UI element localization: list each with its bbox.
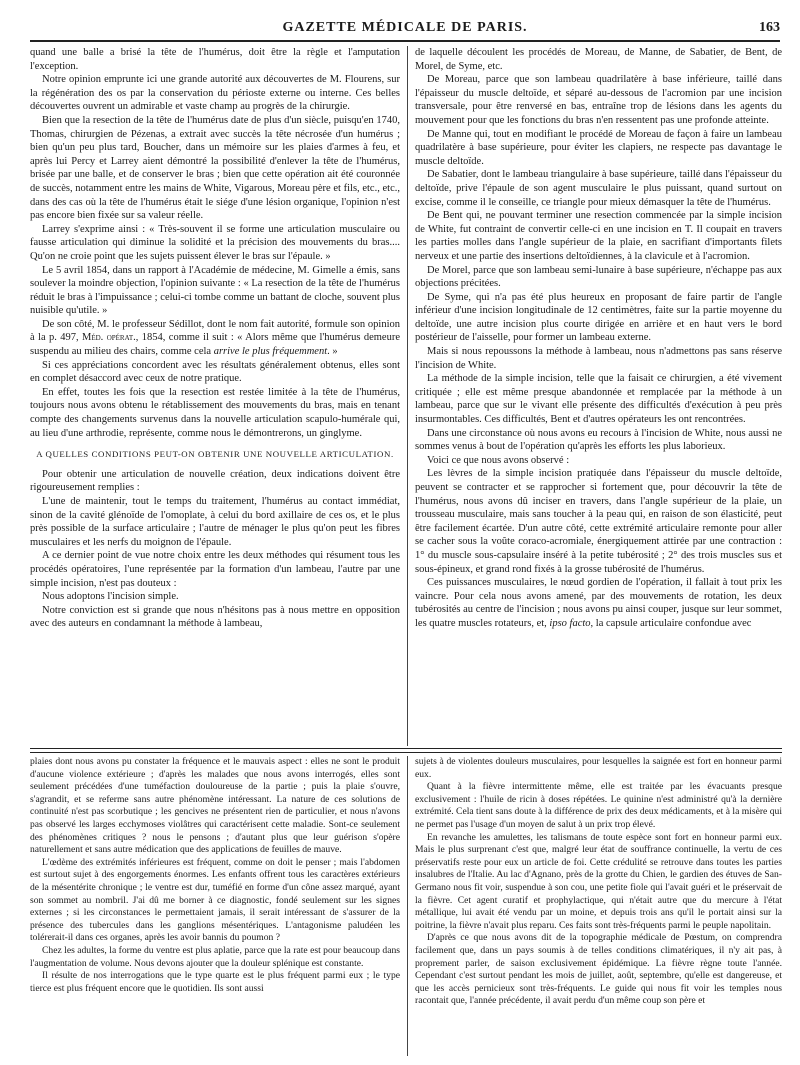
paragraph: Voici ce que nous avons observé : (427, 454, 570, 466)
paragraph (30, 318, 400, 359)
page-header (30, 18, 780, 42)
paragraph: Les lèvres de la simple incision pratiquée dans l'épaisseur du muscle deltoïde, peuvent se contracter et se rapprocher si fortement que, pour découvrir la tête de l'humérus, nous avons dû inciser en travers, dans l'angle supérieur de la plaie, un trousseau musculaire, mais sans toucher à la peau qui, en raison de son élasticité, peut être facilement écartée. D'un autre côté, cette extrémité articulaire remonte pour aller se cacher sous la voûte coraco-acromiale, énergiquement attirée par une contraction : 1° du muscle sous-capsulaire inséré à la petite tubérosité ; 2° des trois muscles sus et sous-épineux, et grand rond fixés à la grosse tubérosité de l'humérus. (415, 468, 782, 575)
text-run: Ces puissances musculaires, le nœud gordien de l'opération, il fallait à tout prix les vaincre. Pour cela nous avons amené, par des mouvements de rotation, les deux tubérosités au centre de l'incision ; nous avons pu ainsi couper, jusque sur leur sommet, les quatre muscles rotateurs, et, (415, 577, 782, 629)
paragraph: Nous adoptons l'incision simple. (42, 591, 179, 603)
text-run: , la capsule articulaire confondue avec (590, 617, 752, 629)
section-title: A QUELLES CONDITIONS PEUT-ON OBTENIR UNE NOUVELLE ARTICULATION. (36, 449, 394, 460)
paragraph: Il résulte de nos interrogations que le type quarte est le plus fréquent parmi eux ; le type tierce est plus fréquent encore que le quotidien. Ils sont aussi (30, 970, 400, 994)
paragraph: Dans une circonstance où nous avons eu recours à l'incision de White, nous aussi ne sommes venus à bout de l'opération qu'après les efforts les plus laborieux. (415, 427, 782, 453)
paragraph: De Bent qui, ne pouvant terminer une resection commencée par la simple incision de White, fut contraint de convertir celle-ci en une incision en T. Il coupait en travers les parties molles dans l'angle supérieur de la plaie, en sacrifiant d'importants filets nerveux et une partie des insertions deltoïdiennes, à la clavicule et à l'acromion. (415, 210, 782, 262)
paragraph: En revanche les amulettes, les talismans de toute espèce sont fort en honneur parmi eux. Mais le plus surprenant c'est que, malgré leur état de souffrance continuelle, la vertu de ces préservatifs reste pour eux un article de foi. Cette crédulité se retrouve dans toutes les parties insalubres de l'Italie. Au lac d'Agnano, près de la grotte du Chien, le gardien des étuves de San-Germano nous fit voir, suspendue à son cou, une petite fiole qui l'avait guéri et le préservait de la fièvre. Cet agent curatif et prophylactique, qui n'était autre que du mercure à l'état métallique, lui avait été vendu par un moine, et depuis trois ans qu'il le portait ainsi sur la poitrine, la fièvre n'avait plus reparu. Ces faits sont très-fréquents parmi le peuple napolitain. (415, 831, 782, 931)
paragraph: D'après ce que nous avons dit de la topographie médicale de Pœstum, on comprendra facilement que, dans un pays soumis à de telles conditions climatériques, il n'y ait pas, à proprement parler, de saison exclusivement épidémique. La fièvre règne toute l'année. Cependant c'est surtout pendant les mois de juillet, août, septembre, qu'elle est dangereuse, et que les accès pernicieux sont très-fréquents. Le guide qui nous fit voir les temples nous racontait que, l'année précédente, il avait perdu d'un même coup son père et (415, 932, 782, 1007)
paragraph: De Manne qui, tout en modifiant le procédé de Moreau de façon à faire un lambeau quadrilatère à base supérieure, pour éviter les clapiers, ne respecte pas davantage le muscle deltoïde. (415, 128, 782, 167)
paragraph: Mais si nous repoussons la méthode à lambeau, nous n'admettons pas sans réserve l'incision de White. (415, 346, 782, 371)
paragraph: Si ces appréciations concordent avec les résultats généralement obtenus, elles sont en complet désaccord avec ceux de notre pratique. (30, 359, 400, 385)
column-top-left (30, 46, 400, 746)
paragraph: Chez les adultes, la forme du ventre est plus aplatie, parce que la rate est pour beaucoup dans l'augmentation de volume. Nous devons ajouter que la douleur splénique est constante. (30, 944, 400, 969)
section-separator (30, 748, 782, 753)
paragraph: A ce dernier point de vue notre choix entre les deux méthodes qui résument tous les procédés opératoires, l'une représentée par la formation d'un lambeau, l'autre par une simple incision, n'est pas douteux : (30, 550, 400, 589)
paragraph: La méthode de la simple incision, telle que la faisait ce chirurgien, a été vivement critiquée ; elle est même presque abandonnée et remplacée par la méthode à un lambeau, parce que sur le vivant elle présente des difficultés d'exécution à peu près insurmontables. Ces difficultés, Bent et d'autres opérateurs les ont rencontrées. (415, 373, 782, 426)
page-number: 163 (759, 20, 780, 35)
paragraph: sujets à de violentes douleurs musculaires, pour lesquelles la saignée est fort en honneur parmi eux. (415, 756, 782, 780)
paragraph (415, 576, 782, 630)
column-divider (407, 46, 408, 746)
paragraph: L'une de maintenir, tout le temps du traitement, l'humérus au contact immédiat, sinon de la cavité glénoïde de l'omoplate, à celui du bord axillaire de ces os, et le plus près possible de la surface articulaire ; l'autre de ménager le plus qu'on peut les fibres musculaires et les nerfs du moignon de l'épaule. (30, 496, 400, 548)
paragraph: L'œdème des extrémités inférieures est fréquent, comme on doit le penser ; mais l'abdomen est surtout sujet à des engorgements énormes. Les enfants offrent tous les caractères extérieurs de la mésentérite chronique ; le ventre est dur, tuméfié en forme d'un cône assez marqué, ayant son sommet au nombril. J'ai dû me borner à ce diagnostic, fondé seulement sur les signes externes ; si les circonstances le permettaient jamais, il serait intéressant de s'assurer de la présence des tubercules dans les ganglions mésentériques. L'antagonisme paludéen les tolérerait-il dans ces organes, après les avoir bannis du poumon ? (30, 856, 400, 944)
paragraph: de laquelle découlent les procédés de Moreau, de Manne, de Sabatier, de Bent, de Morel, de Syme, etc. (415, 47, 782, 72)
book-reference: Méd. opérat. (82, 332, 136, 344)
paragraph: Le 5 avril 1854, dans un rapport à l'Académie de médecine, M. Gimelle a émis, sans soulever la moindre objection, l'opinion suivante : « La resection de la tête de l'humérus réduit le bras à l'impuissance ; celui-ci tombe comme un battant de cloche, souvent plus nuisible qu'utile. » (30, 264, 400, 317)
paragraph: De Sabatier, dont le lambeau triangulaire à base supérieure, taillé dans l'épaisseur du deltoïde, prive l'épaule de son agent musculaire le plus puissant, quand surtout on excise, comme il le conseille, ce triangle pour mieux démasquer la tête de l'humérus. (415, 169, 782, 208)
paragraph: Larrey s'exprime ainsi : « Très-souvent il se forme une articulation musculaire ou fausse articulation qui diminue la solidité et la précision des mouvements du bras.... Qu'on ne croie point que les sujets puissent élever le bras sur l'épaule. » (30, 223, 400, 262)
paragraph: En effet, toutes les fois que la resection est restée limitée à la tête de l'humérus, toujours nous avons obtenu le rétablissement des mouvements du bras, mais en tenant compte des changements survenus dans la nouvelle articulation scapulo-humérale qui, au lieu d'une arthrodie, représente, comme nous le démontrerons, un ginglyme. (30, 386, 400, 439)
column-top-right (415, 46, 782, 746)
paragraph: plaies dont nous avons pu constater la fréquence et le mauvais aspect : elles ne sont le produit d'aucune violence extérieure ; d'après les malades que nous avons interrogés, elles sont seulement précédées d'une tuméfaction douloureuse de la partie ; puis la plaie s'ouvre, s'agrandit, et se referme sans autre phénomène intéressant. La nature de ces solutions de continuité n'est pas scorbutique ; les gencives ne présentent rien de particulier, et nous n'avons pas observé les larges ecchymoses violâtres qui caractérisent cette maladie. Sont-ce seulement des phénomènes critiques ? nous le pensons ; d'autant plus que leur guérison s'opère naturellement et sans autre médication que des applications de feuilles de mauve. (30, 756, 400, 856)
paragraph: De Syme, qui n'a pas été plus heureux en proposant de faire partir de l'angle inférieur d'une incision longitudinale de 12 centimètres, faite sur la partie moyenne du deltoïde, une autre incision plus courte dirigée en arrière et en haut vers le bord postérieur de l'aisselle, pour former un lambeau externe. (415, 291, 782, 344)
text-run: , 1854, comme il suit : « Alors même que l'humérus demeure suspendu au milieu des chairs, comme cela (30, 332, 400, 358)
text-run: De son côté, M. le professeur Sédillot, dont le nom fait autorité, formule son opinion à la p. 497, (30, 318, 400, 344)
column-bottom-left (30, 756, 400, 1056)
column-divider (407, 756, 408, 1056)
paragraph: Bien que la resection de la tête de l'humérus date de plus d'un siècle, puisqu'en 1740, Thomas, chirurgien de Pézenas, a extrait avec succès la tête nécrosée d'un humérus ; bien qu'un peu plus tard, Boucher, dans un mémoire sur les plaies d'armes à feu, et après lui Percy et Larrey aient démontré la possibilité d'enlever la tête de l'humérus, brisée par une balle, et de conserver le bras ; bien que cette opération ait été couronnée de succès, notamment entre les mains de White, Vigarous, Moreau père et fils, etc., etc., dans des cas où la tête de l'humérus était le siége d'une lésion organique, l'opinion n'est pas encore bien fixée sur sa valeur réelle. (30, 114, 400, 222)
emphasis: arrive le plus fréquemment (213, 346, 328, 358)
journal-title: GAZETTE MÉDICALE DE PARIS. (282, 20, 528, 35)
text-run: . » (327, 346, 338, 358)
paragraph: Pour obtenir une articulation de nouvelle création, deux indications doivent être rigoureusement remplies : (30, 468, 400, 494)
paragraph: De Moreau, parce que son lambeau quadrilatère à base inférieure, taillé dans l'épaisseur du muscle deltoïde, et séparé au-dessous de l'acromion par une incision transversale, pour être renversé en bas, entraîne trop de lésions dans les agents du mouvement pour que les fonctions du bras n'en ressentent pas une profonde atteinte. (415, 74, 782, 126)
emphasis: ipso facto (549, 617, 591, 629)
paragraph: Notre opinion emprunte ici une grande autorité aux découvertes de M. Flourens, sur la régénération des os par la conservation du périoste externe ou interne. Ces belles découvertes ouvrent un admirable et vaste champ au progrès de la chirurgie. (30, 74, 400, 113)
paragraph: Quant à la fièvre intermittente même, elle est traitée par les évacuants presque exclusivement : l'huile de ricin à doses répétées. Le quinine n'est administré qu'à la dernière extrémité. Cela tient sans doute à la différence de prix des deux médicaments, et à la misère qui ne permet pas l'usage d'un moyen de salut à un prix trop élevé. (415, 781, 782, 830)
paragraph: De Morel, parce que son lambeau semi-lunaire à base supérieure, n'échappe pas aux objections précitées. (415, 264, 782, 290)
column-bottom-right (415, 756, 782, 1056)
paragraph: quand une balle a brisé la tête de l'humérus, doit être la règle et l'amputation l'exception. (30, 47, 400, 72)
paragraph: Notre conviction est si grande que nous n'hésitons pas à nous mettre en opposition avec des auteurs en condamnant la méthode à lambeau, (30, 604, 400, 630)
